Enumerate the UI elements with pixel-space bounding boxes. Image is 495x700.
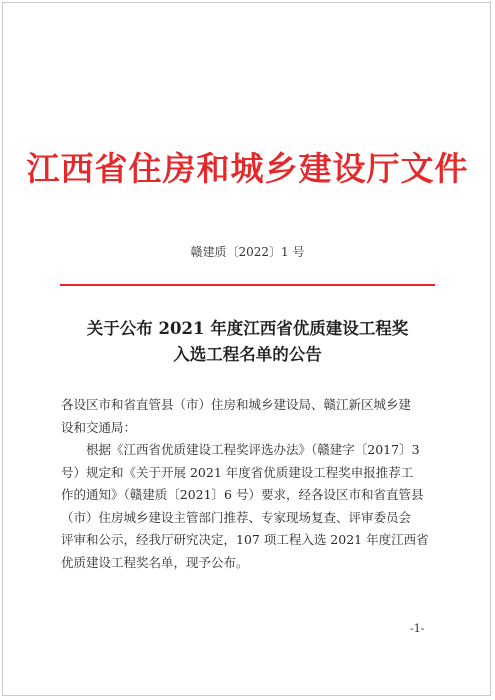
title-line-2: 入选工程名单的公告 <box>173 345 322 364</box>
addressee-line-2: 设和交通局： <box>61 419 137 435</box>
body-line: 优质建设工程奖名单，现予公布。 <box>61 554 249 570</box>
body-line: （市）住房城乡建设主管部门推荐、专家现场复查、评审委员会 <box>61 509 412 525</box>
document-number: 赣建质〔2022〕1 号 <box>190 245 305 259</box>
document-title <box>0 316 495 368</box>
red-divider <box>60 284 435 286</box>
body-paragraph <box>61 439 441 574</box>
body-line: 作的通知》（赣建质〔2021〕6 号）要求，经各设区市和省直管县 <box>61 487 424 502</box>
title-line-1: 关于公布 2021 年度江西省优质建设工程奖 <box>86 319 409 338</box>
addressee-line-1: 各设区市和省直管县（市）住房和城乡建设局、赣江新区城乡建 <box>61 397 412 412</box>
body-line: 根据《江西省优质建设工程奖评选办法》（赣建字〔2017〕3 <box>86 442 420 457</box>
body-line: 评审和公示，经我厅研究决定，107 项工程入选 2021 年度江西省 <box>61 532 429 547</box>
page-number: -1- <box>410 622 425 635</box>
body-line: 号）规定和《关于开展 2021 年度省优质建设工程奖申报推荐工 <box>61 464 414 480</box>
issuer-header: 江西省住房和城乡建设厅文件 <box>26 149 469 188</box>
addressee <box>61 394 441 439</box>
